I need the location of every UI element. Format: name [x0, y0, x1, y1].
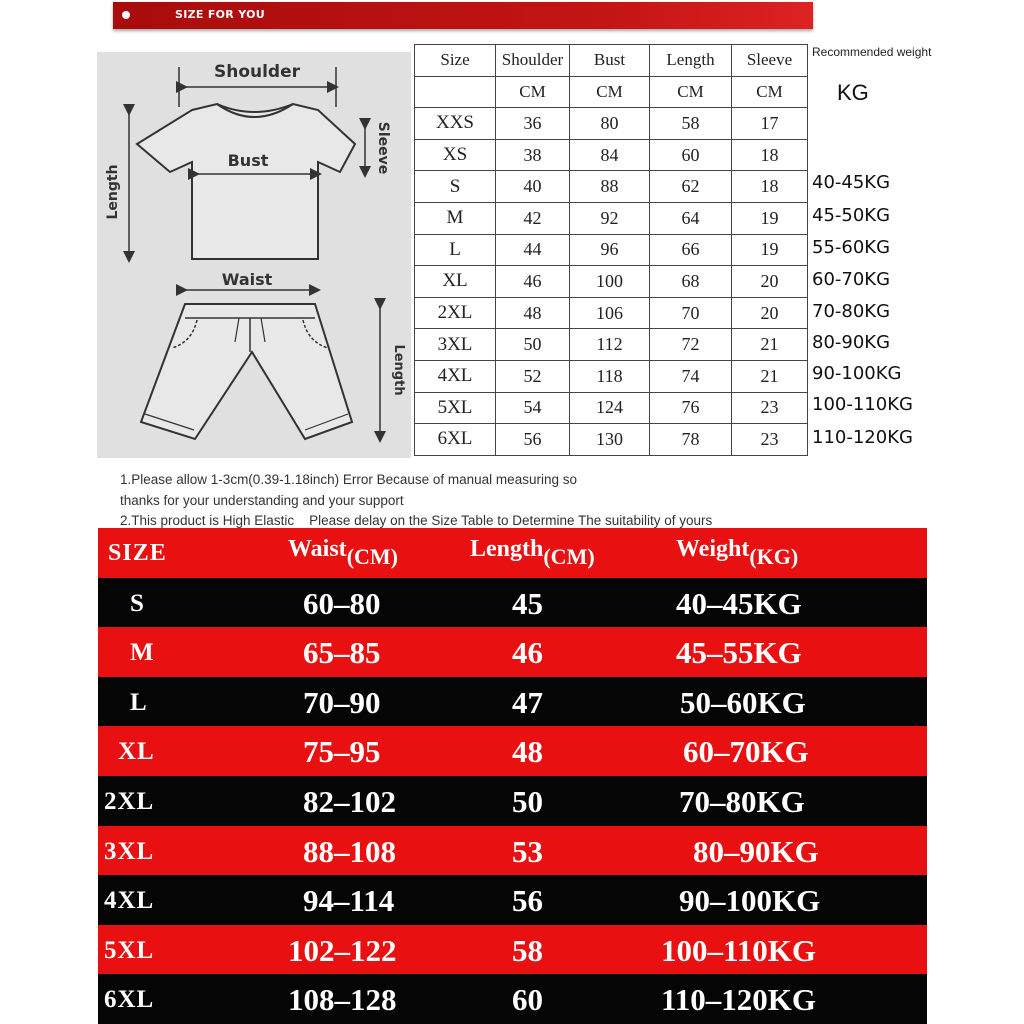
sleeve-label: Sleeve [375, 121, 391, 175]
table-row [98, 627, 927, 677]
measurement-cell: 19 [732, 234, 808, 266]
measurement-cell: 20 [732, 297, 808, 329]
size-cell: 4XL [104, 887, 155, 915]
unit-cell: CM [496, 76, 570, 108]
measurement-cell: 68 [650, 266, 732, 298]
measurement-cell: 84 [570, 139, 650, 171]
table-row [98, 578, 927, 628]
table-row [415, 108, 808, 140]
table-row [98, 974, 927, 1024]
size-cell: 6XL [104, 986, 155, 1014]
recommended-weight-value: 80-90KG [812, 332, 891, 353]
table-row [98, 875, 927, 925]
measurement-cell: 17 [732, 108, 808, 140]
table-row [98, 826, 927, 876]
table-row [415, 360, 808, 392]
measurement-cell: 20 [732, 266, 808, 298]
waist-cell: 108–128 [288, 982, 397, 1018]
table-unit-row [415, 76, 808, 108]
length-cell: 45 [512, 585, 543, 621]
table-row [98, 677, 927, 727]
size-cell: S [130, 589, 145, 617]
table-row [415, 329, 808, 361]
table-row [415, 266, 808, 298]
weight-cell: 40–45KG [676, 585, 802, 621]
waist-cell: 88–108 [303, 833, 396, 869]
header-waist-unit: (CM) [346, 544, 398, 569]
header-size: SIZE [108, 540, 167, 566]
measurement-cell: 96 [570, 234, 650, 266]
measurement-cell: 100 [570, 266, 650, 298]
measurement-cell: 80 [570, 108, 650, 140]
length-cell: 47 [512, 684, 543, 720]
measurement-cell: 70 [650, 297, 732, 329]
shorts-size-rows [98, 578, 927, 1024]
header-sleeve: Sleeve [732, 45, 808, 77]
shirt-length-label: Length [105, 164, 121, 220]
size-cell: 3XL [415, 329, 496, 361]
note-line: thanks for your understanding and your support [120, 492, 404, 508]
weight-cell: 45–55KG [676, 635, 802, 671]
t-shirt-shape [137, 104, 355, 259]
shorts-table-header [98, 528, 927, 578]
waist-cell: 65–85 [303, 635, 381, 671]
measurement-cell: 56 [496, 424, 570, 456]
measurement-cell: 58 [650, 108, 732, 140]
header-waist-text: Waist [288, 536, 347, 562]
measurement-cell: 23 [732, 424, 808, 456]
table-row [415, 392, 808, 424]
size-cell: XL [415, 266, 496, 298]
unit-cell: CM [732, 76, 808, 108]
size-cell: L [130, 688, 148, 716]
recommended-weight-value: 40-45KG [812, 172, 891, 193]
measurement-cell: 106 [570, 297, 650, 329]
length-cell: 60 [512, 982, 543, 1018]
header-length-text: Length [470, 536, 544, 562]
size-cell: XS [415, 139, 496, 171]
measurement-cell: 124 [570, 392, 650, 424]
banner-title: SIZE FOR YOU [175, 8, 265, 21]
measurement-cell: 62 [650, 171, 732, 203]
measurement-cell: 21 [732, 329, 808, 361]
measurement-cell: 19 [732, 202, 808, 234]
waist-cell: 75–95 [303, 734, 381, 770]
length-cell: 58 [512, 932, 543, 968]
recommended-weight-heading: Recommended weight [812, 45, 932, 59]
measurement-cell: 21 [732, 360, 808, 392]
recommended-weight-column [812, 44, 942, 448]
measurement-cell: 118 [570, 360, 650, 392]
header-weight [676, 536, 799, 569]
header-bust: Bust [570, 45, 650, 77]
table-header-row [415, 45, 808, 77]
measurement-cell: 66 [650, 234, 732, 266]
recommended-weight-value: 100-110KG [812, 394, 913, 415]
recommended-weight-value: 55-60KG [812, 237, 891, 258]
measurement-cell: 18 [732, 139, 808, 171]
weight-cell: 110–120KG [661, 982, 817, 1018]
recommended-weight-value: 45-50KG [812, 205, 891, 226]
shoulder-label: Shoulder [213, 62, 301, 82]
measurement-cell: 92 [570, 202, 650, 234]
measurement-cell: 36 [496, 108, 570, 140]
banner-dot-icon [122, 11, 130, 19]
recommended-weight-value: 60-70KG [812, 269, 891, 290]
measurement-cell: 52 [496, 360, 570, 392]
size-cell: 6XL [415, 424, 496, 456]
header-size: Size [415, 45, 496, 77]
table-row [98, 776, 927, 826]
table-row [415, 297, 808, 329]
table-row [98, 925, 927, 975]
measurement-cell: 74 [650, 360, 732, 392]
header-waist [288, 536, 398, 569]
measurement-cell: 60 [650, 139, 732, 171]
weight-unit: KG [837, 80, 869, 105]
recommended-weight-value: 90-100KG [812, 363, 902, 384]
weight-cell: 70–80KG [679, 783, 805, 819]
waist-label: Waist [221, 270, 273, 289]
header-shoulder: Shoulder [496, 45, 570, 77]
weight-cell: 80–90KG [693, 833, 819, 869]
measurement-cell: 130 [570, 424, 650, 456]
header-length-unit: (CM) [543, 544, 595, 569]
table-row [415, 234, 808, 266]
measurement-cell: 112 [570, 329, 650, 361]
waist-cell: 94–114 [303, 883, 395, 919]
measurement-cell: 40 [496, 171, 570, 203]
unit-cell [415, 76, 496, 108]
measurement-cell: 88 [570, 171, 650, 203]
table-row [415, 202, 808, 234]
size-cell: 2XL [104, 787, 155, 815]
waist-cell: 102–122 [288, 932, 397, 968]
length-cell: 48 [512, 734, 543, 770]
size-cell: M [130, 639, 155, 667]
weight-cell: 100–110KG [661, 932, 817, 968]
note-line: 2.This product is High Elastic Please delay on the Size Table to Determine The suitability of yours [120, 513, 713, 528]
header-weight-unit: (KG) [749, 544, 799, 569]
weight-cell: 50–60KG [680, 684, 806, 720]
shirt-size-table [414, 44, 808, 456]
table-row [415, 171, 808, 203]
weight-cell: 60–70KG [683, 734, 809, 770]
measurement-cell: 42 [496, 202, 570, 234]
header-length [470, 536, 595, 569]
measurement-cell: 72 [650, 329, 732, 361]
shirt-size-rows [415, 108, 808, 456]
header-length: Length [650, 45, 732, 77]
measurement-cell: 23 [732, 392, 808, 424]
bust-label: Bust [227, 151, 269, 170]
measurement-diagram [97, 52, 411, 458]
garment-diagram-svg [97, 52, 411, 458]
measurement-cell: 18 [732, 171, 808, 203]
size-cell: 5XL [104, 936, 155, 964]
measurement-cell: 44 [496, 234, 570, 266]
unit-cell: CM [650, 76, 732, 108]
length-cell: 56 [512, 883, 543, 919]
length-cell: 46 [512, 635, 543, 671]
size-cell: 4XL [415, 360, 496, 392]
size-cell: XXS [415, 108, 496, 140]
recommended-weight-value: 110-120KG [812, 427, 913, 448]
table-row [98, 726, 927, 776]
waist-cell: 60–80 [303, 585, 381, 621]
weight-cell: 90–100KG [679, 883, 821, 919]
table-row [415, 139, 808, 171]
length-cell: 50 [512, 783, 543, 819]
measurement-cell: 46 [496, 266, 570, 298]
measurement-cell: 38 [496, 139, 570, 171]
size-cell: L [415, 234, 496, 266]
size-banner [113, 2, 813, 29]
header-weight-text: Weight [676, 536, 750, 562]
size-cell: XL [118, 738, 155, 766]
size-cell: M [415, 202, 496, 234]
measurement-cell: 48 [496, 297, 570, 329]
table-row [415, 424, 808, 456]
size-cell: 3XL [104, 837, 155, 865]
shorts-shape [141, 304, 352, 439]
measurement-cell: 54 [496, 392, 570, 424]
size-notes [120, 470, 712, 532]
length-cell: 53 [512, 833, 543, 869]
unit-cell: CM [570, 76, 650, 108]
shorts-length-label: Length [391, 344, 406, 396]
measurement-cell: 76 [650, 392, 732, 424]
shorts-size-table [98, 528, 927, 1024]
measurement-cell: 78 [650, 424, 732, 456]
waist-cell: 70–90 [303, 684, 381, 720]
note-line: 1.Please allow 1-3cm(0.39-1.18inch) Error Because of manual measuring so [120, 472, 577, 487]
measurement-cell: 50 [496, 329, 570, 361]
size-cell: 2XL [415, 297, 496, 329]
waist-cell: 82–102 [303, 783, 396, 819]
recommended-weight-value: 70-80KG [812, 301, 891, 322]
measurement-cell: 64 [650, 202, 732, 234]
size-cell: 5XL [415, 392, 496, 424]
size-cell: S [415, 171, 496, 203]
